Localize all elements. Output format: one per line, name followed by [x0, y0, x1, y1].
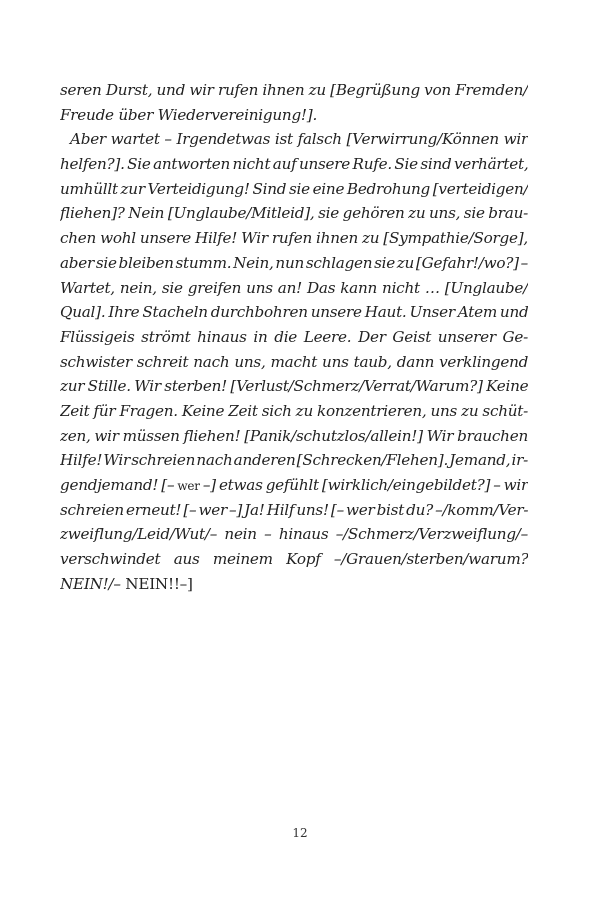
text-line: zen, wir müssen fliehen! [Panik/schutzlos/allein!] Wir brauchen [60, 426, 528, 445]
text-segment: –] etwas gefühlt [wirklich/eingebildet?] – wir [199, 476, 528, 494]
text-line: Aber wartet – Irgendetwas ist falsch [Verwirrung/Können wir [70, 130, 528, 149]
text-line [60, 572, 528, 597]
text-line: chen wohl unsere Hilfe! Wir rufen ihnen zu [Sympathie/Sorge], [60, 229, 528, 248]
text-line: schreien erneut! [– wer –] Ja! Hilf uns! [– wer bist du? –/komm/Ver- [60, 500, 528, 519]
text-segment-upright: wer [177, 479, 200, 493]
text-line: aber sie bleiben stumm. Nein, nun schlagen sie zu [Gefahr!/wo?] – [60, 253, 528, 272]
text-line: fliehen]? Nein [Unglaube/Mitleid], sie gehören zu uns, sie brau- [60, 204, 528, 223]
text-line: seren Durst, und wir rufen ihnen zu [Begrüßung von Fremden/ [60, 81, 528, 99]
text-line: zweiflung/Leid/Wut/– nein – hinaus –/Schmerz/Verzweiflung/– [60, 525, 528, 544]
text-line: Freude über Wiedervereinigung!]. [60, 105, 318, 124]
text-line: Zeit für Fragen. Keine Zeit sich zu konzentrieren, uns zu schüt- [60, 401, 528, 420]
text-segment: gendjemand! [– [60, 476, 178, 494]
body-text [60, 78, 528, 596]
text-line: schwister schreit nach uns, macht uns taub, dann verklingend [60, 352, 528, 371]
text-line: verschwindet aus meinem Kopf –/Grauen/sterben/warum? [60, 550, 528, 569]
text-line: zur Stille. Wir sterben! [Verlust/Schmerz/Verrat/Warum?] Keine [60, 377, 528, 396]
page-number: 12 [292, 826, 308, 840]
text-line: helfen?]. Sie antworten nicht auf unsere Rufe. Sie sind verhärtet, [60, 155, 528, 174]
text-line: Hilfe! Wir schreien nach anderen [Schrecken/Flehen]. Jemand, ir- [60, 451, 528, 470]
text-line: Flüssigeis strömt hinaus in die Leere. Der Geist unserer Ge- [60, 327, 528, 346]
text-segment: NEIN!/– [60, 574, 121, 593]
text-segment-upright: NEIN!!–] [120, 574, 193, 593]
text-line [60, 473, 528, 498]
text-line: umhüllt zur Verteidigung! Sind sie eine Bedrohung [verteidigen/ [60, 179, 528, 198]
text-line: Wartet, nein, sie greifen uns an! Das kann nicht … [Unglaube/ [60, 278, 528, 297]
text-line: Qual]. Ihre Stacheln durchbohren unsere Haut. Unser Atem und [60, 303, 528, 322]
